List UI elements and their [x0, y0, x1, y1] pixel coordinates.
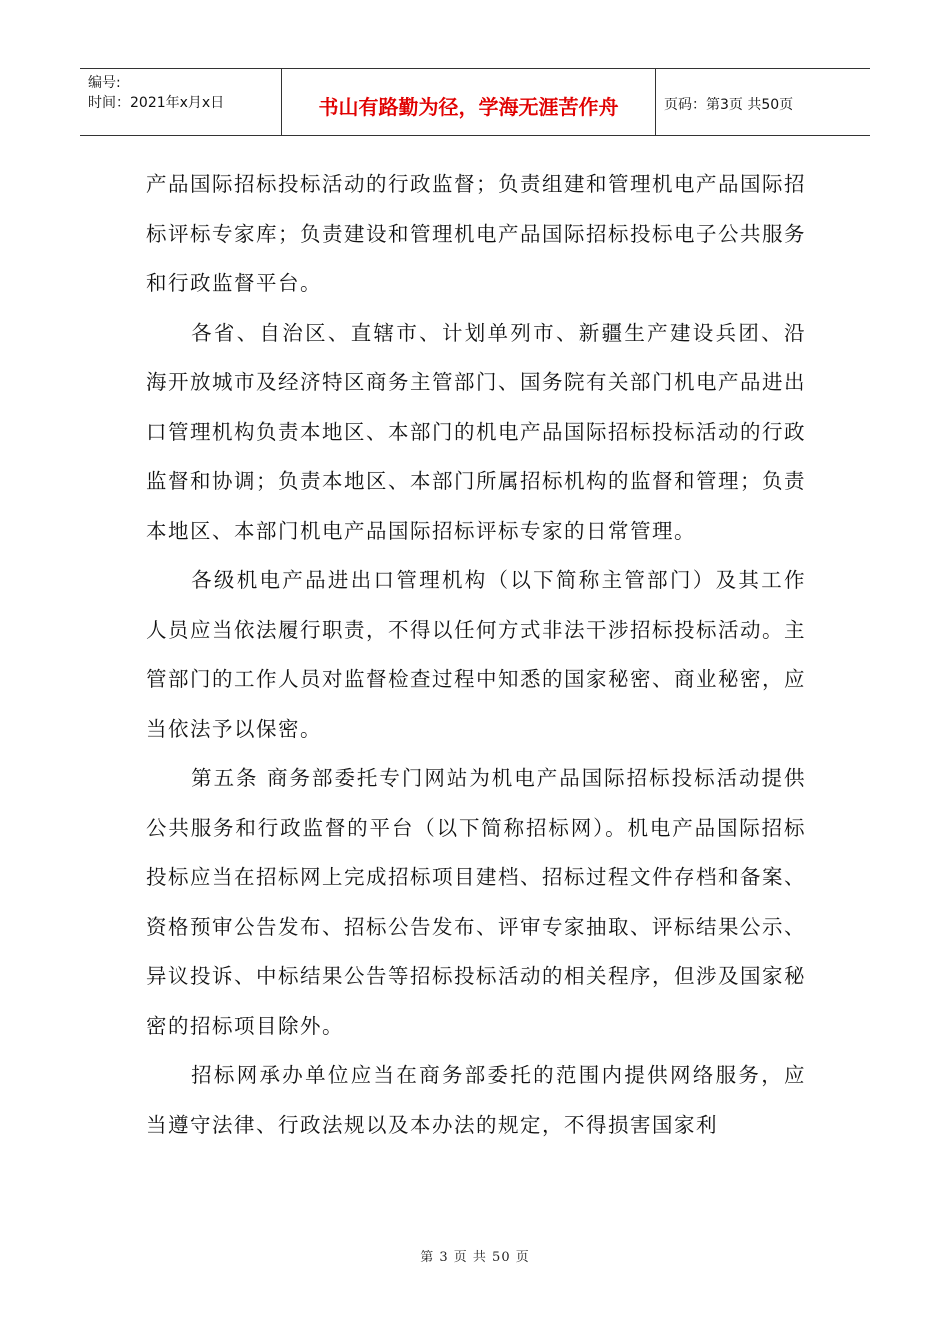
header-motto: 书山有路勤为径，学海无涯苦作舟: [282, 69, 656, 135]
document-date: 时间：2021年x月x日: [88, 95, 225, 111]
header-page-code: 页码：第3页 共50页: [664, 97, 794, 113]
document-body: [146, 160, 806, 1150]
paragraph: 第五条 商务部委托专门网站为机电产品国际招标投标活动提供公共服务和行政监督的平台（以下简称招标网）。机电产品国际招标投标应当在招标网上完成招标项目建档、招标过程文件存档和备案、资格预审公告发布、招标公告发布、评审专家抽取、评标结果公示、异议投诉、中标结果公告等招标投标活动的相关程序，但涉及国家秘密的招标项目除外。: [146, 766, 806, 1038]
paragraph: 各省、自治区、直辖市、计划单列市、新疆生产建设兵团、沿海开放城市及经济特区商务主管部门、国务院有关部门机电产品进出口管理机构负责本地区、本部门的机电产品国际招标投标活动的行政监督和协调；负责本地区、本部门所属招标机构的监督和管理；负责本地区、本部门机电产品国际招标评标专家的日常管理。: [146, 320, 806, 543]
document-number-label: 编号:: [88, 75, 121, 91]
paragraph: 招标网承办单位应当在商务部委托的范围内提供网络服务，应当遵守法律、行政法规以及本办法的规定，不得损害国家利: [146, 1063, 806, 1137]
page-header: [80, 68, 870, 136]
page-footer: 第 3 页 共 50 页: [420, 1250, 530, 1265]
header-meta: [80, 69, 282, 135]
paragraph: 产品国际招标投标活动的行政监督；负责组建和管理机电产品国际招标评标专家库；负责建设和管理机电产品国际招标投标电子公共服务和行政监督平台。: [146, 172, 806, 295]
paragraph: 各级机电产品进出口管理机构（以下简称主管部门）及其工作人员应当依法履行职责，不得以任何方式非法干涉招标投标活动。主管部门的工作人员对监督检查过程中知悉的国家秘密、商业秘密，应当依法予以保密。: [146, 568, 806, 741]
